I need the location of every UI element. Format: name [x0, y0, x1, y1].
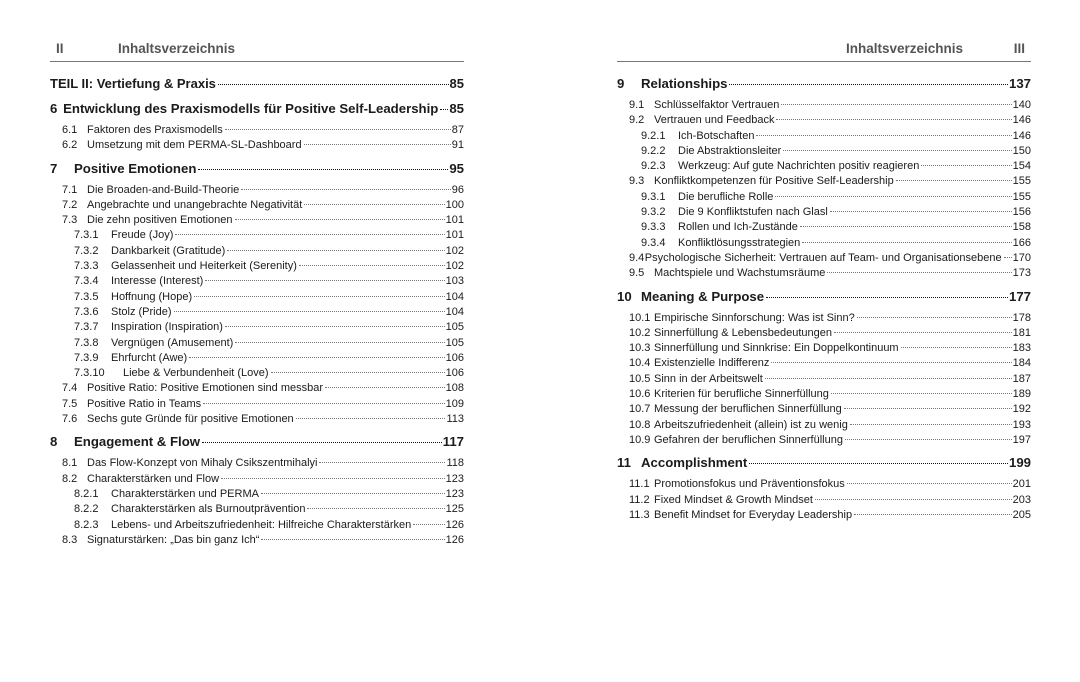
dot-leader: [847, 483, 1012, 484]
entry-number: 9.3: [629, 175, 645, 188]
dot-leader: [766, 297, 1008, 298]
chapter-title: Accomplishment: [641, 455, 748, 471]
entry-number: 10.4: [629, 357, 651, 370]
toc-subsection[interactable]: [617, 130, 1031, 145]
entry-number: 11.2: [629, 493, 650, 506]
dot-leader: [296, 418, 446, 419]
entry-page-number: 105: [445, 336, 464, 349]
entry-page-number: 187: [1012, 372, 1031, 385]
toc-section[interactable]: [617, 327, 1031, 342]
dot-leader: [194, 296, 445, 297]
entry-title: Freude (Joy): [111, 229, 174, 242]
toc-subsection[interactable]: [50, 337, 464, 352]
toc-section[interactable]: [617, 388, 1031, 403]
entry-number: 7.6: [62, 413, 78, 426]
entry-page-number: 108: [445, 382, 464, 395]
entry-page-number: 87: [451, 124, 464, 136]
toc-subsection[interactable]: [617, 160, 1031, 175]
entry-title: Vergnügen (Amusement): [111, 336, 234, 349]
entry-page-number: 123: [445, 472, 464, 485]
toc-subsection[interactable]: [50, 291, 464, 306]
dot-leader: [756, 135, 1011, 136]
entry-page-number: 125: [445, 503, 464, 516]
toc-section[interactable]: [617, 312, 1031, 327]
toc-section[interactable]: [50, 139, 464, 154]
toc-subsection[interactable]: [617, 145, 1031, 160]
entry-number: 7.3.8: [74, 336, 99, 349]
entry-title: Positive Ratio: Positive Emotionen sind messbar: [87, 382, 323, 395]
entry-number: 8.2: [62, 472, 78, 485]
entry-page-number: 109: [445, 397, 464, 410]
dot-leader: [440, 109, 448, 110]
entry-title: Interesse (Interest): [111, 275, 204, 288]
dot-leader: [845, 439, 1012, 440]
entry-title: Existenzielle Indifferenz: [654, 357, 770, 370]
entry-title: Signaturstärken: „Das bin ganz Ich“: [87, 533, 260, 546]
entry-number: 10.3: [629, 342, 651, 355]
toc-subsection[interactable]: [50, 260, 464, 275]
toc-section[interactable]: [617, 267, 1031, 282]
entry-title: Die Abstraktionsleiter: [678, 144, 782, 157]
entry-page-number: 146: [1012, 114, 1031, 127]
dot-leader: [749, 463, 1008, 464]
entry-page-number: 170: [1012, 251, 1031, 264]
entry-title: Positive Ratio in Teams: [87, 397, 202, 410]
entry-number: 10.9: [629, 433, 651, 446]
dot-leader: [325, 387, 445, 388]
chapter-number: 6: [50, 101, 58, 116]
entry-title: Kriterien für berufliche Sinnerfüllung: [654, 388, 829, 401]
entry-number: 7.3.3: [74, 260, 99, 273]
entry-number: 7.3.5: [74, 290, 99, 303]
entry-title: Hoffnung (Hope): [111, 290, 193, 303]
entry-number: 7.3.1: [74, 229, 99, 242]
left-page: [50, 0, 464, 554]
dot-leader: [225, 129, 451, 130]
entry-number: 8.1: [62, 457, 78, 470]
dot-leader: [844, 408, 1012, 409]
entry-page-number: 126: [445, 533, 464, 546]
entry-title: Sinnerfüllung und Sinnkrise: Ein Doppelkontinuum: [654, 342, 899, 355]
entry-title: Konfliktlösungsstrategien: [678, 236, 801, 249]
dot-leader: [413, 524, 444, 525]
toc-section[interactable]: [617, 403, 1031, 418]
chapter-title: Positive Emotionen: [74, 160, 197, 176]
dot-leader: [1004, 257, 1012, 258]
entry-title: Lebens- und Arbeitszufriedenheit: Hilfreiche Charakterstärken: [111, 518, 412, 531]
entry-title: Rollen und Ich-Zustände: [678, 221, 798, 234]
entry-page-number: 104: [445, 290, 464, 303]
dot-leader: [830, 211, 1012, 212]
dot-leader: [783, 150, 1011, 151]
running-title: Inhaltsverzeichnis: [118, 41, 236, 56]
entry-page-number: 184: [1012, 357, 1031, 370]
entry-title: Angebrachte und unangebrachte Negativität: [87, 198, 303, 211]
dot-leader: [765, 378, 1012, 379]
entry-title: Fixed Mindset & Growth Mindset: [654, 493, 813, 506]
toc-section[interactable]: [50, 398, 464, 413]
entry-page-number: 178: [1012, 311, 1031, 324]
entry-number: 9.5: [629, 267, 645, 280]
dot-leader: [203, 403, 445, 404]
dot-leader: [218, 84, 449, 85]
dot-leader: [800, 226, 1012, 227]
entry-page-number: 189: [1012, 388, 1031, 401]
entry-title: Die zehn positiven Emotionen: [87, 214, 233, 227]
entry-page-number: 101: [445, 229, 464, 242]
toc-subsection[interactable]: [50, 352, 464, 367]
entry-number: 7.3.6: [74, 305, 99, 318]
dot-leader: [857, 317, 1012, 318]
entry-number: 7.2: [62, 198, 78, 211]
entry-number: 8.2.2: [74, 503, 99, 516]
entry-number: 10.1: [629, 311, 651, 324]
toc-subsection[interactable]: [50, 503, 464, 518]
entry-page-number: 113: [446, 413, 464, 426]
entry-number: 7.3.4: [74, 275, 99, 288]
entry-title: Arbeitszufriedenheit (allein) ist zu wenig: [654, 418, 848, 431]
toc-section[interactable]: [617, 252, 1031, 267]
entry-page-number: 104: [445, 305, 464, 318]
dot-leader: [235, 342, 444, 343]
entry-page-number: 106: [445, 351, 464, 364]
entry-page-number: 203: [1012, 493, 1031, 506]
toc-chapter[interactable]: [617, 76, 1031, 99]
entry-page-number: 181: [1012, 326, 1031, 339]
entry-title: Sechs gute Gründe für positive Emotionen: [87, 413, 294, 426]
entry-page-number: 154: [1012, 160, 1031, 173]
dot-leader: [896, 180, 1012, 181]
dot-leader: [815, 499, 1012, 500]
entry-page-number: 156: [1012, 206, 1031, 219]
chapter-page-number: 137: [1008, 76, 1031, 91]
toc-section[interactable]: [617, 419, 1031, 434]
toc-chapter[interactable]: [50, 434, 464, 457]
entry-title: Sinn in der Arbeitswelt: [654, 372, 763, 385]
entry-number: 9.2.1: [641, 129, 666, 142]
entry-page-number: 140: [1012, 99, 1031, 111]
entry-number: 11.1: [629, 478, 650, 491]
entry-page-number: 173: [1012, 267, 1031, 280]
dot-leader: [854, 514, 1012, 515]
toc-section[interactable]: [617, 342, 1031, 357]
dot-leader: [241, 189, 451, 190]
entry-page-number: 183: [1012, 342, 1031, 355]
dot-leader: [307, 508, 444, 509]
chapter-page-number: 95: [449, 160, 464, 176]
chapter-page-number: 177: [1008, 288, 1031, 304]
entry-page-number: 96: [451, 183, 464, 196]
chapter-number: 8: [50, 434, 58, 450]
entry-page-number: 126: [445, 518, 464, 531]
entry-title: Machtspiele und Wachstumsräume: [654, 267, 826, 280]
toc-subsection[interactable]: [617, 237, 1031, 252]
dot-leader: [319, 462, 445, 463]
toc-subsection[interactable]: [50, 275, 464, 290]
entry-title: Benefit Mindset for Everyday Leadership: [654, 508, 853, 521]
entry-number: 7.5: [62, 397, 78, 410]
entry-title: Gelassenheit und Heiterkeit (Serenity): [111, 260, 297, 273]
entry-page-number: 102: [445, 244, 464, 257]
toc-section[interactable]: [50, 413, 464, 428]
entry-number: 7.3.9: [74, 351, 99, 364]
dot-leader: [729, 84, 1008, 85]
entry-number: 7.3.2: [74, 244, 99, 257]
page-number: III: [1013, 41, 1025, 56]
toc-section[interactable]: [50, 124, 464, 139]
toc-section[interactable]: [617, 509, 1031, 524]
dot-leader: [775, 196, 1011, 197]
toc-section[interactable]: [617, 434, 1031, 449]
dot-leader: [831, 393, 1012, 394]
entry-number: 10.7: [629, 403, 651, 416]
toc-chapter[interactable]: [50, 161, 464, 184]
entry-number: 9.3.2: [641, 206, 666, 219]
table-of-contents: [617, 76, 1031, 529]
toc-section[interactable]: [617, 373, 1031, 388]
entry-title: Promotionsfokus und Präventionsfokus: [654, 478, 845, 491]
page-header: [50, 39, 464, 62]
toc-subsection[interactable]: [50, 306, 464, 321]
entry-page-number: 106: [445, 367, 464, 380]
toc-subsection[interactable]: [50, 488, 464, 503]
toc-section[interactable]: [617, 114, 1031, 129]
entry-title: Charakterstärken und Flow: [87, 472, 220, 485]
entry-title: Die berufliche Rolle: [678, 190, 774, 203]
entry-number: 7.4: [62, 382, 78, 395]
entry-title: Charakterstärken als Burnoutprävention: [111, 503, 306, 516]
entry-title: Psychologische Sicherheit: Vertrauen auf Team- und Organisationsebene: [644, 251, 1002, 264]
running-title: Inhaltsverzeichnis: [845, 41, 963, 56]
entry-title: Liebe & Verbundenheit (Love): [123, 367, 269, 380]
entry-title: Ich-Botschaften: [678, 129, 755, 142]
entry-number: 6.1: [62, 124, 78, 136]
entry-title: Charakterstärken und PERMA: [111, 487, 259, 500]
toc-subsection[interactable]: [50, 367, 464, 382]
toc-chapter[interactable]: [50, 101, 464, 124]
toc-section[interactable]: [50, 382, 464, 397]
entry-number: 7.3.10: [74, 367, 105, 380]
entry-page-number: 146: [1012, 129, 1031, 142]
dot-leader: [771, 362, 1011, 363]
dot-leader: [299, 265, 445, 266]
entry-title: Ehrfurcht (Awe): [111, 351, 188, 364]
toc-subsection[interactable]: [50, 519, 464, 534]
toc-section[interactable]: [50, 199, 464, 214]
dot-leader: [189, 357, 444, 358]
part-page-number: 85: [449, 76, 464, 91]
page-header: [617, 39, 1031, 62]
entry-page-number: 103: [445, 275, 464, 288]
entry-title: Die 9 Konfliktstufen nach Glasl: [678, 206, 828, 219]
page-number: II: [56, 41, 64, 56]
chapter-number: 11: [617, 455, 631, 471]
entry-number: 8.3: [62, 533, 78, 546]
dot-leader: [304, 144, 451, 145]
dot-leader: [776, 119, 1011, 120]
entry-title: Vertrauen und Feedback: [654, 114, 775, 127]
entry-number: 9.2.2: [641, 144, 666, 157]
toc-subsection[interactable]: [617, 206, 1031, 221]
entry-page-number: 192: [1012, 403, 1031, 416]
entry-number: 6.2: [62, 139, 78, 152]
toc-section[interactable]: [617, 478, 1031, 493]
entry-title: Konfliktkompetenzen für Positive Self-Leadership: [654, 175, 894, 188]
toc-part-heading[interactable]: [50, 76, 464, 100]
chapter-number: 10: [617, 288, 632, 304]
chapter-title: Entwicklung des Praxismodells für Positive Self-Leadership: [63, 101, 439, 116]
chapter-number: 9: [617, 76, 625, 91]
toc-section[interactable]: [617, 175, 1031, 190]
table-of-contents: [50, 76, 464, 554]
entry-number: 9.2.3: [641, 160, 666, 173]
entry-number: 9.2: [629, 114, 645, 127]
dot-leader: [921, 165, 1011, 166]
chapter-number: 7: [50, 160, 58, 176]
entry-title: Schlüsselfaktor Vertrauen: [654, 99, 780, 111]
dot-leader: [901, 347, 1012, 348]
entry-number: 10.5: [629, 372, 651, 385]
dot-leader: [261, 493, 445, 494]
entry-page-number: 205: [1012, 508, 1031, 521]
dot-leader: [175, 234, 444, 235]
dot-leader: [221, 478, 445, 479]
entry-page-number: 100: [445, 198, 464, 211]
toc-subsection[interactable]: [617, 191, 1031, 206]
entry-number: 9.1: [629, 99, 645, 111]
entry-number: 10.2: [629, 326, 651, 339]
toc-section[interactable]: [50, 457, 464, 472]
toc-section[interactable]: [617, 99, 1031, 114]
entry-page-number: 91: [451, 139, 464, 152]
entry-number: 8.2.3: [74, 518, 99, 531]
chapter-page-number: 85: [449, 101, 464, 116]
dot-leader: [205, 280, 444, 281]
chapter-page-number: 117: [442, 434, 464, 450]
toc-subsection[interactable]: [617, 221, 1031, 236]
entry-number: 9.3.3: [641, 221, 666, 234]
entry-number: 8.2.1: [74, 487, 99, 500]
entry-title: Die Broaden-and-Build-Theorie: [87, 183, 240, 196]
entry-page-number: 155: [1012, 190, 1031, 203]
entry-title: Werkzeug: Auf gute Nachrichten positiv reagieren: [678, 160, 920, 173]
entry-number: 10.8: [629, 418, 651, 431]
entry-title: Messung der beruflichen Sinnerfüllung: [654, 403, 842, 416]
dot-leader: [227, 250, 444, 251]
toc-section[interactable]: [50, 214, 464, 229]
dot-leader: [174, 311, 445, 312]
toc-section[interactable]: [50, 184, 464, 199]
entry-page-number: 158: [1012, 221, 1031, 234]
entry-number: 9.3.1: [641, 190, 666, 203]
dot-leader: [850, 424, 1012, 425]
entry-number: 10.6: [629, 388, 651, 401]
toc-subsection[interactable]: [50, 229, 464, 244]
entry-title: Das Flow-Konzept von Mihaly Csikszentmihalyi: [87, 457, 318, 470]
entry-number: 7.3: [62, 214, 78, 227]
dot-leader: [802, 242, 1011, 243]
toc-chapter[interactable]: [617, 289, 1031, 312]
toc-section[interactable]: [50, 534, 464, 549]
dot-leader: [198, 169, 448, 170]
toc-subsection[interactable]: [50, 245, 464, 260]
dot-leader: [225, 326, 445, 327]
chapter-title: Engagement & Flow: [74, 434, 201, 450]
dot-leader: [827, 272, 1011, 273]
entry-title: Inspiration (Inspiration): [111, 321, 223, 334]
entry-number: 11.3: [629, 508, 650, 521]
entry-title: Empirische Sinnforschung: Was ist Sinn?: [654, 311, 855, 324]
chapter-title: Meaning & Purpose: [641, 288, 765, 304]
toc-section[interactable]: [50, 473, 464, 488]
entry-page-number: 118: [446, 457, 464, 470]
toc-subsection[interactable]: [50, 321, 464, 336]
dot-leader: [304, 204, 444, 205]
entry-page-number: 101: [445, 214, 464, 227]
dot-leader: [834, 332, 1012, 333]
entry-title: Umsetzung mit dem PERMA-SL-Dashboard: [87, 139, 302, 152]
toc-chapter[interactable]: [617, 455, 1031, 478]
entry-page-number: 105: [445, 321, 464, 334]
entry-title: Gefahren der beruflichen Sinnerfüllung: [654, 433, 843, 446]
entry-page-number: 201: [1012, 478, 1031, 491]
entry-page-number: 102: [445, 260, 464, 273]
entry-number: 7.3.7: [74, 321, 99, 334]
entry-page-number: 197: [1012, 433, 1031, 446]
right-page: [617, 0, 1031, 529]
entry-number: 9.3.4: [641, 236, 666, 249]
chapter-page-number: 199: [1008, 455, 1031, 471]
dot-leader: [202, 442, 442, 443]
entry-page-number: 193: [1012, 418, 1031, 431]
dot-leader: [261, 539, 444, 540]
entry-title: Faktoren des Praxismodells: [87, 124, 223, 136]
entry-page-number: 150: [1012, 144, 1031, 157]
dot-leader: [235, 219, 445, 220]
part-title: TEIL II: Vertiefung & Praxis: [50, 76, 216, 91]
entry-number: 9.4: [629, 251, 645, 264]
entry-page-number: 166: [1012, 236, 1031, 249]
dot-leader: [271, 372, 445, 373]
chapter-title: Relationships: [641, 76, 728, 91]
entry-page-number: 155: [1012, 175, 1031, 188]
entry-title: Dankbarkeit (Gratitude): [111, 244, 226, 257]
entry-page-number: 123: [445, 487, 464, 500]
entry-number: 7.1: [62, 183, 78, 196]
entry-title: Sinnerfüllung & Lebensbedeutungen: [654, 326, 832, 339]
entry-title: Stolz (Pride): [111, 305, 172, 318]
toc-section[interactable]: [617, 357, 1031, 372]
toc-section[interactable]: [617, 494, 1031, 509]
dot-leader: [781, 104, 1011, 105]
